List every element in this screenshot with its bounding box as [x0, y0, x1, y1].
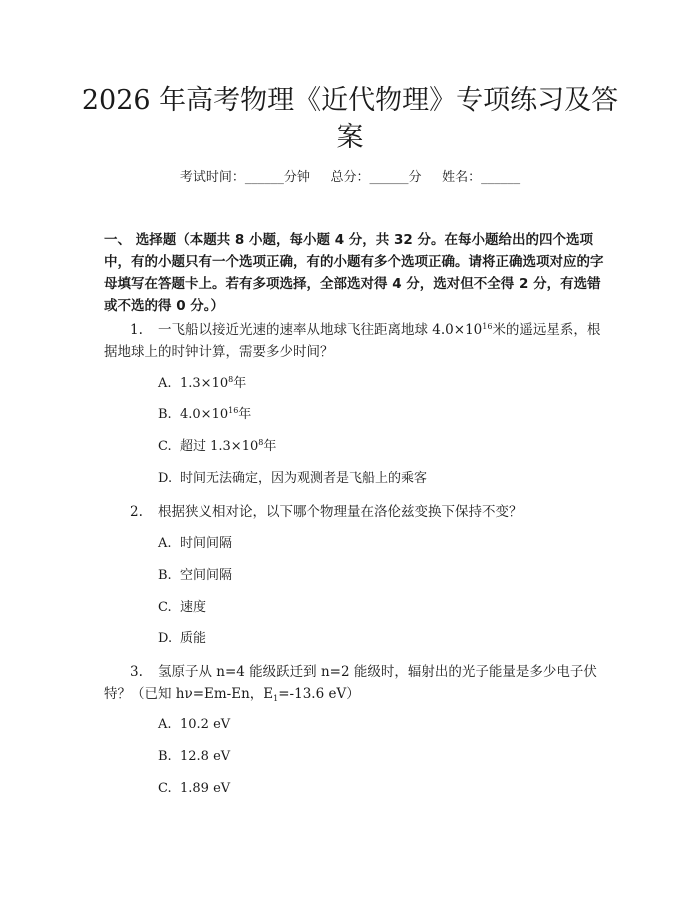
option-text: 时间无法确定，因为观测者是飞船上的乘客: [180, 471, 428, 486]
option-label: C.: [158, 439, 172, 454]
option-label: A.: [158, 376, 172, 391]
question-text: 氢原子从 n=4 能级跃迁到 n=2 能级时，辐射出的光子能量是多少电子伏特？（已知 hν=Em-En，E: [104, 664, 597, 702]
question-text: 一飞船以接近光速的速率从地球飞往距离地球 4.0×10: [158, 322, 483, 338]
question-number: 3.: [130, 664, 143, 680]
option-label: D.: [158, 631, 173, 646]
option-1a[interactable]: [158, 375, 246, 393]
option-1b[interactable]: [158, 406, 251, 424]
option-text: 10.2 eV: [180, 717, 231, 732]
option-label: B.: [158, 749, 172, 764]
option-3a[interactable]: [158, 716, 230, 734]
option-unit: 年: [263, 439, 277, 454]
exam-info-line: 考试时间：______分钟 总分：______分 姓名：______: [179, 170, 521, 185]
question-number: 2.: [130, 504, 143, 520]
option-label: A.: [158, 536, 172, 551]
exponent: 16: [228, 406, 239, 415]
option-text: 1.89 eV: [180, 781, 231, 796]
option-label: C.: [158, 781, 172, 796]
option-text: 空间间隔: [180, 568, 233, 583]
option-1c[interactable]: [158, 438, 276, 456]
subscript: 1: [273, 694, 279, 703]
section-heading: 一、 选择题（本题共 8 小题，每小题 4 分，共 32 分。在每小题给出的四个选项中，有的小题只有一个选项正确，有的小题有多个选项正确。请将正确选项对应的字母填写在答题卡上。若有多项选择，全部选对得 4 分，选对但不全得 2 分，有选错或不选的得 0 分。）: [104, 232, 604, 314]
option-label: A.: [158, 717, 172, 732]
option-text: 12.8 eV: [180, 749, 231, 764]
option-unit: 年: [238, 407, 252, 422]
option-3b[interactable]: [158, 748, 230, 766]
option-text: 4.0×10: [180, 407, 229, 422]
exponent: 16: [482, 322, 493, 331]
option-text: 时间间隔: [180, 536, 233, 551]
document-title: 2026 年高考物理《近代物理》专项练习及答案: [81, 85, 619, 153]
exponent: 8: [258, 438, 264, 447]
question-1: [104, 319, 604, 363]
question-2: [104, 501, 604, 523]
question-number: 1.: [130, 322, 143, 338]
option-2b[interactable]: [158, 567, 232, 585]
option-text: 速度: [180, 600, 207, 615]
option-label: B.: [158, 407, 172, 422]
exponent: 8: [228, 375, 234, 384]
option-label: C.: [158, 600, 172, 615]
option-2a[interactable]: [158, 535, 232, 553]
option-unit: 年: [233, 376, 247, 391]
question-text-continued: =-13.6 eV）: [278, 686, 360, 702]
question-text-continued: 米的遥远星系，根据地球上的时钟计算，需要多少时间？: [104, 322, 601, 360]
option-text: 质能: [180, 631, 207, 646]
question-text: 根据狭义相对论，以下哪个物理量在洛伦兹变换下保持不变？: [158, 504, 523, 520]
option-text: 1.3×10: [180, 376, 229, 391]
option-2c[interactable]: [158, 599, 206, 617]
option-2d[interactable]: [158, 630, 206, 648]
option-1d[interactable]: [158, 470, 427, 488]
question-3: [104, 661, 604, 705]
option-label: D.: [158, 471, 173, 486]
option-label: B.: [158, 568, 172, 583]
option-3c[interactable]: [158, 780, 230, 798]
option-text: 超过 1.3×10: [180, 439, 259, 454]
